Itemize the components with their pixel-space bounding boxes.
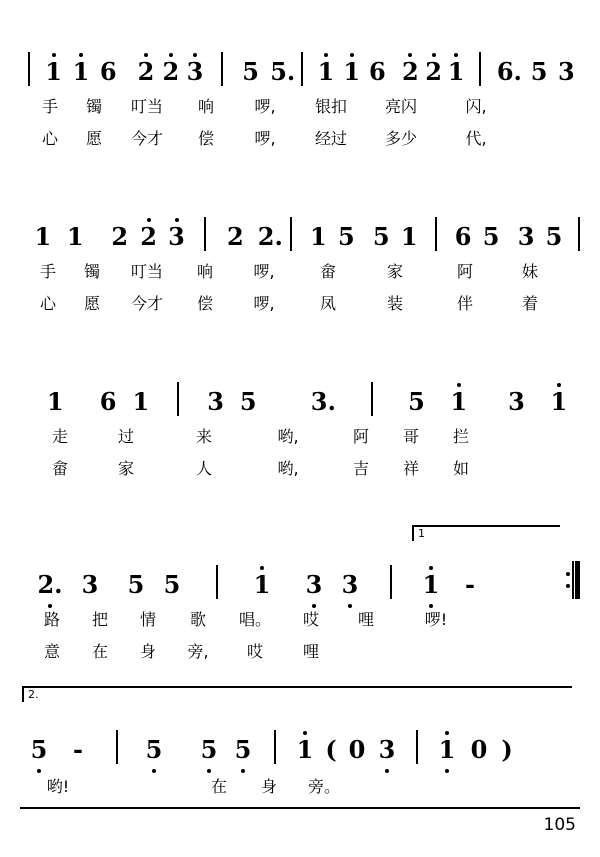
- lyric-syllable: 凤: [319, 293, 336, 313]
- paren-close: ): [501, 735, 513, 764]
- note: -: [73, 735, 83, 764]
- note: 0: [348, 735, 366, 764]
- lyric-syllable: 哩: [357, 609, 374, 629]
- lyric-syllable: 路: [43, 609, 60, 629]
- lyric-syllable: 愿: [83, 293, 100, 313]
- note: 1: [46, 387, 64, 416]
- lyric-syllable: 银扣: [314, 96, 347, 116]
- lyric-syllable: 响: [196, 261, 213, 281]
- lyric-row-3a: [36, 422, 580, 448]
- lyric-syllable: 畲: [319, 261, 336, 281]
- lyric-syllable: 偿: [197, 128, 214, 148]
- lyric-syllable: 情: [139, 609, 156, 629]
- lyric-syllable: 在: [210, 776, 227, 796]
- lyric-syllable: 响: [197, 96, 214, 116]
- lyric-syllable: 旁。: [307, 776, 340, 796]
- lyric-syllable: 家: [117, 458, 134, 478]
- barline: [177, 382, 179, 416]
- barline: [416, 730, 418, 764]
- note: 3: [558, 57, 575, 86]
- lyric-syllable: 在: [91, 641, 108, 661]
- volta-number: 1: [418, 527, 425, 540]
- lyric-syllable: 意: [43, 641, 60, 661]
- note: 3: [183, 60, 207, 86]
- lyric-syllable: 哟,: [277, 426, 299, 446]
- note: 5: [134, 738, 174, 764]
- note: 5: [242, 57, 259, 86]
- volta-number: 2.: [28, 688, 39, 701]
- note: 5: [530, 57, 548, 86]
- note: 3: [517, 222, 535, 251]
- lyric-row-2a: [28, 257, 580, 283]
- lyric-syllable: 畲: [51, 458, 68, 478]
- volta-bracket-1: [412, 525, 560, 541]
- note: 3: [81, 570, 99, 599]
- lyric-syllable: 哟!: [46, 776, 70, 796]
- note: 1: [67, 60, 94, 86]
- page-number: 105: [543, 815, 576, 835]
- lyric-syllable: 啰,: [253, 293, 275, 313]
- note: 1: [313, 60, 339, 86]
- lyric-row-5a: [30, 772, 580, 798]
- note: 1: [132, 387, 150, 416]
- music-system-1: [0, 40, 600, 160]
- note: 1: [339, 60, 365, 86]
- note: -: [465, 570, 475, 599]
- volta-bracket-2: [22, 686, 572, 702]
- note: 2: [159, 60, 183, 86]
- lyric-syllable: 伴: [456, 293, 473, 313]
- paren-open: (: [325, 735, 337, 764]
- notation-row-3: [36, 370, 580, 416]
- note: 5: [239, 387, 257, 416]
- lyric-syllable: 来: [195, 426, 212, 446]
- lyric-row-4b: [28, 637, 580, 663]
- lyric-syllable: 镯: [83, 261, 100, 281]
- note: 5: [408, 387, 425, 416]
- note: 5.: [270, 57, 296, 86]
- notation-row-4: [28, 553, 580, 599]
- lyric-syllable: 手: [39, 261, 56, 281]
- barline: [390, 565, 392, 599]
- note: 5: [192, 738, 226, 764]
- lyric-syllable: 代,: [465, 128, 487, 148]
- lyric-syllable: 如: [452, 458, 469, 478]
- lyric-row-3b: [36, 454, 580, 480]
- note: 3: [508, 387, 525, 416]
- note: 3: [163, 225, 191, 251]
- note: 6: [99, 57, 117, 86]
- note: 1: [66, 222, 84, 251]
- note: 1: [290, 738, 320, 764]
- lyric-row-2b: [28, 289, 580, 315]
- lyric-syllable: 啰,: [253, 261, 275, 281]
- note: 1: [432, 738, 462, 764]
- lyric-row-1a: [28, 92, 580, 118]
- music-system-2: [0, 205, 600, 325]
- lyric-syllable: 装: [386, 293, 403, 313]
- lyric-syllable: 身: [139, 641, 156, 661]
- lyric-row-1b: [28, 124, 580, 150]
- note: 5: [482, 222, 500, 251]
- footer-rule: [20, 807, 580, 809]
- note: 6: [454, 222, 472, 251]
- lyric-syllable: 心: [39, 293, 56, 313]
- lyric-syllable: 手: [41, 96, 58, 116]
- note: 1: [40, 60, 67, 86]
- lyric-syllable: 心: [41, 128, 58, 148]
- note: 5: [337, 222, 355, 251]
- note: 6: [99, 387, 117, 416]
- notation-row-5: [22, 718, 580, 764]
- note: 2: [135, 225, 163, 251]
- lyric-syllable: 偿: [196, 293, 213, 313]
- lyric-syllable: 啰,: [254, 96, 276, 116]
- note: 3: [207, 387, 224, 416]
- lyric-syllable: 哟,: [277, 458, 299, 478]
- note: 1: [438, 390, 480, 416]
- note: 1: [538, 390, 580, 416]
- lyric-syllable: 妹: [521, 261, 538, 281]
- lyric-syllable: 哥: [402, 426, 419, 446]
- note: 1: [34, 222, 52, 251]
- note: 1: [400, 222, 418, 251]
- lyric-syllable: 今才: [130, 128, 163, 148]
- barline: [290, 217, 292, 251]
- lyric-row-4a: [28, 605, 580, 631]
- repeat-end-sign: [566, 561, 580, 599]
- barline: [204, 217, 206, 251]
- note: 2: [398, 60, 422, 86]
- lyric-syllable: 哩: [302, 641, 319, 661]
- music-system-4: [0, 525, 600, 665]
- lyric-syllable: 哎: [302, 609, 319, 629]
- lyric-syllable: 歌: [189, 609, 206, 629]
- notation-row-2: [28, 205, 580, 251]
- barline: [116, 730, 118, 764]
- lyric-syllable: 啰!: [424, 609, 448, 629]
- note: 2.: [28, 573, 72, 599]
- lyric-syllable: 拦: [452, 426, 469, 446]
- note: 5: [545, 222, 563, 251]
- note: 5: [226, 738, 260, 764]
- lyric-syllable: 走: [51, 426, 68, 446]
- lyric-syllable: 人: [195, 458, 212, 478]
- lyric-syllable: 家: [386, 261, 403, 281]
- note: 3: [332, 573, 368, 599]
- lyric-syllable: 阿: [456, 261, 473, 281]
- barline: [479, 52, 481, 86]
- note: 1: [244, 573, 280, 599]
- lyric-syllable: 把: [91, 609, 108, 629]
- note: 2.: [257, 222, 283, 251]
- lyric-syllable: 着: [521, 293, 538, 313]
- lyric-syllable: 愿: [85, 128, 102, 148]
- note: 0: [470, 735, 488, 764]
- lyric-syllable: 叮当: [130, 261, 163, 281]
- note: 2: [133, 60, 159, 86]
- lyric-syllable: 闪,: [465, 96, 487, 116]
- barline: [301, 52, 303, 86]
- lyric-syllable: 阿: [352, 426, 369, 446]
- barline: [28, 52, 30, 86]
- note: 2: [226, 222, 244, 251]
- note: 2: [111, 222, 129, 251]
- note: 1: [414, 573, 448, 599]
- note: 3: [372, 738, 402, 764]
- barline: [216, 565, 218, 599]
- barline: [578, 217, 580, 251]
- note: 5: [163, 570, 181, 599]
- music-system-5: [0, 686, 600, 816]
- note: 6: [369, 57, 386, 86]
- lyric-syllable: 镯: [85, 96, 102, 116]
- lyric-syllable: 叮当: [130, 96, 163, 116]
- barline: [221, 52, 223, 86]
- music-system-3: [0, 370, 600, 490]
- lyric-syllable: 祥: [402, 458, 419, 478]
- note: 1: [445, 60, 467, 86]
- lyric-syllable: 啰,: [254, 128, 276, 148]
- lyric-syllable: 过: [117, 426, 134, 446]
- notation-row-1: [28, 40, 580, 86]
- note: 5: [372, 222, 390, 251]
- barline: [274, 730, 276, 764]
- note: 1: [310, 222, 327, 251]
- lyric-syllable: 身: [260, 776, 277, 796]
- lyric-syllable: 哎: [246, 641, 263, 661]
- note: 3: [296, 573, 332, 599]
- lyric-syllable: 今才: [130, 293, 163, 313]
- lyric-syllable: 经过: [314, 128, 347, 148]
- lyric-syllable: 旁,: [187, 641, 209, 661]
- barline: [435, 217, 437, 251]
- note: 3.: [310, 387, 336, 416]
- lyric-syllable: 吉: [352, 458, 369, 478]
- lyric-syllable: 多少: [384, 128, 417, 148]
- note: 5: [22, 738, 56, 764]
- note: 5: [127, 570, 145, 599]
- lyric-syllable: 亮闪: [384, 96, 417, 116]
- barline: [371, 382, 373, 416]
- note: 6.: [496, 57, 522, 86]
- lyric-syllable: 唱。: [238, 609, 271, 629]
- note: 2: [422, 60, 444, 86]
